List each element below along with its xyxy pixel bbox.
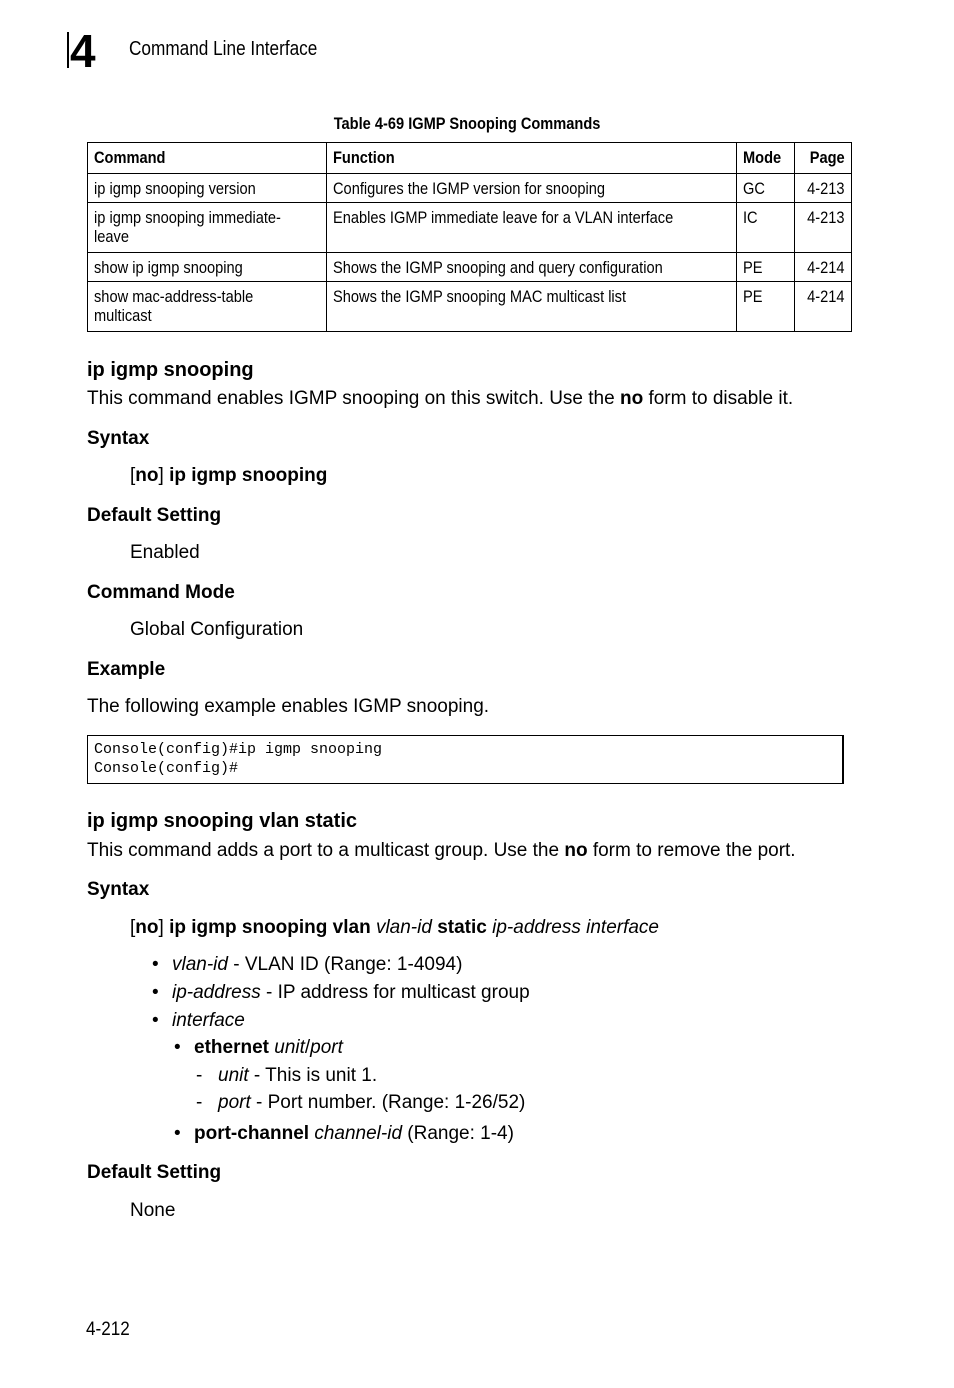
cell-command: ip igmp snooping version bbox=[88, 174, 327, 203]
table-caption: Table 4-69 IGMP Snooping Commands bbox=[333, 114, 601, 133]
list-item: • interface bbox=[152, 1010, 245, 1031]
igmp-commands-table bbox=[87, 142, 852, 332]
list-item: • port-channel channel-id (Range: 1-4) bbox=[174, 1123, 514, 1144]
cell-command: ip igmp snooping immediate-leave bbox=[88, 203, 327, 253]
cell-function: Shows the IGMP snooping MAC multicast list bbox=[327, 282, 737, 332]
table-row bbox=[88, 282, 852, 332]
syntax-line: [no] ip igmp snooping vlan vlan-id static ip-address interface bbox=[130, 917, 660, 938]
section1-description: This command enables IGMP snooping on this switch. Use the no form to disable it. bbox=[87, 388, 794, 409]
code-example bbox=[87, 735, 844, 784]
cell-command: show mac-address-table multicast bbox=[88, 282, 327, 332]
default-setting-value: None bbox=[130, 1200, 176, 1221]
default-setting-value: Enabled bbox=[130, 542, 200, 563]
section-title-ip-igmp-snooping-vlan-static: ip igmp snooping vlan static bbox=[87, 810, 358, 832]
default-setting-heading: Default Setting bbox=[87, 1162, 222, 1183]
list-item: • vlan-id - VLAN ID (Range: 1-4094) bbox=[152, 954, 463, 975]
example-text: The following example enables IGMP snooping. bbox=[87, 696, 490, 717]
page-number: 4-212 bbox=[86, 1319, 130, 1340]
table-header-row bbox=[88, 143, 852, 174]
cell-page: 4-214 bbox=[795, 253, 852, 282]
cell-mode: IC bbox=[736, 203, 794, 253]
column-header-page: Page bbox=[795, 143, 852, 174]
section2-description: This command adds a port to a multicast group. Use the no form to remove the port. bbox=[87, 840, 796, 861]
cell-command: show ip igmp snooping bbox=[88, 253, 327, 282]
table-row bbox=[88, 174, 852, 203]
syntax-heading: Syntax bbox=[87, 879, 150, 900]
command-mode-heading: Command Mode bbox=[87, 582, 235, 603]
column-header-command: Command bbox=[88, 143, 327, 174]
column-header-mode: Mode bbox=[736, 143, 794, 174]
command-mode-value: Global Configuration bbox=[130, 619, 304, 640]
cell-mode: PE bbox=[736, 282, 794, 332]
code-line: Console(config)# bbox=[94, 760, 239, 777]
list-item: - port - Port number. (Range: 1-26/52) bbox=[196, 1092, 526, 1113]
cell-function: Enables IGMP immediate leave for a VLAN interface bbox=[327, 203, 737, 253]
list-item: • ip-address - IP address for multicast group bbox=[152, 982, 530, 1003]
cell-page: 4-214 bbox=[795, 282, 852, 332]
cell-function: Configures the IGMP version for snooping bbox=[327, 174, 737, 203]
section-title-ip-igmp-snooping: ip igmp snooping bbox=[87, 359, 254, 381]
cell-page: 4-213 bbox=[795, 174, 852, 203]
table-row bbox=[88, 203, 852, 253]
code-line: Console(config)#ip igmp snooping bbox=[94, 741, 383, 758]
chapter-tab-bar bbox=[67, 32, 69, 68]
cell-page: 4-213 bbox=[795, 203, 852, 253]
table-row bbox=[88, 253, 852, 282]
cell-function: Shows the IGMP snooping and query configuration bbox=[327, 253, 737, 282]
default-setting-heading: Default Setting bbox=[87, 505, 222, 526]
list-item: - unit - This is unit 1. bbox=[196, 1065, 378, 1086]
list-item: • ethernet unit/port bbox=[174, 1037, 343, 1058]
cell-mode: GC bbox=[736, 174, 794, 203]
syntax-line: [no] ip igmp snooping bbox=[130, 465, 328, 486]
syntax-heading: Syntax bbox=[87, 428, 150, 449]
chapter-title: Command Line Interface bbox=[129, 38, 318, 60]
cell-mode: PE bbox=[736, 253, 794, 282]
example-heading: Example bbox=[87, 659, 166, 680]
column-header-function: Function bbox=[327, 143, 737, 174]
chapter-number: 4 bbox=[70, 25, 96, 77]
